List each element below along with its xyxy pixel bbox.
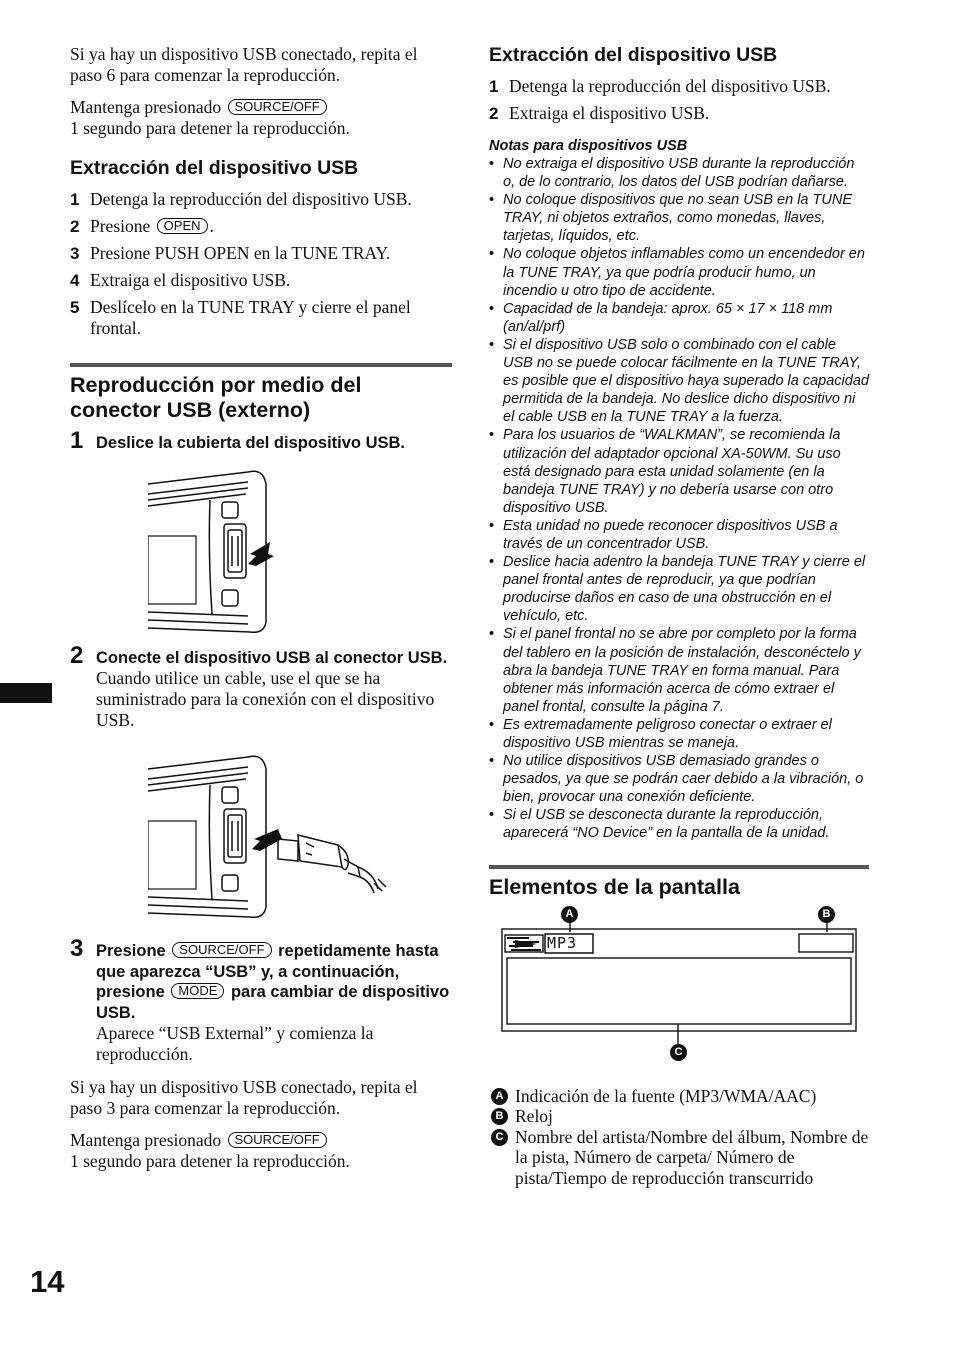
legend-badge: B [491,1108,508,1125]
big-step [70,641,452,732]
step-description: Aparece “USB External” y comienza la reproducción. [96,1023,374,1064]
text: 1 segundo para detener la reproducción. [70,118,350,138]
legend-text: Reloj [515,1106,553,1127]
note-item: • Para los usuarios de “WALKMAN”, se recomienda la utilización del adaptador opcional XA-50WM. Su uso está designado para esta unidad solamente (en la bandeja TUNE TRAY) y no debería usarse con otro dispositivo USB. [489,426,869,516]
source-off-key: SOURCE/OFF [228,1132,327,1148]
note-item: • Capacidad de la bandeja: aprox. 65 × 17 × 118 mm (an/al/prf) [489,300,869,336]
paragraph: Si ya hay un dispositivo USB conectado, repita el paso 6 para comenzar la reproducción. [70,44,418,85]
step [70,189,452,210]
step-text: Presione PUSH OPEN en la TUNE TRAY. [90,243,391,263]
section-heading: Reproducción por medio del conector USB (externo) [70,373,362,422]
section-heading: Extracción del dispositivo USB [70,157,359,179]
stop-instruction [70,1130,452,1172]
notes-list [489,155,869,843]
stop-instruction [70,97,452,139]
note-item: • No extraiga el dispositivo USB durante la reproducción o, de lo contrario, los datos del USB podrían dañarse. [489,155,869,191]
text: Presione [96,942,166,960]
step-number: 5 [70,298,80,317]
legend-text: Indicación de la fuente (MP3/WMA/AAC) [515,1085,817,1106]
step-text: Extraiga el dispositivo USB. [90,270,291,290]
note-item: • No coloque objetos inflamables como un encendedor en la TUNE TRAY, ya que podría producir humo, un incendio u otro tipo de accidente. [489,245,869,299]
right-column [489,44,869,1188]
legend-text: Nombre del artista/Nombre del álbum, Nombre de la pista, Número de carpeta/ Número de pista/Tiempo de reproducción transcurrido [515,1126,869,1188]
display-diagram [489,907,869,1080]
step-text: Presione [90,216,151,236]
source-off-key: SOURCE/OFF [228,99,327,115]
note-item: • No utilice dispositivos USB demasiado grandes o pesados, ya que se podrán caer debido a la vibración, o bien, provocar una conexión deficiente. [489,752,869,806]
step-number: 2 [489,104,499,123]
note-item: • Si el USB se desconecta durante la reproducción, aparecerá “NO Device” en la pantalla de la unidad. [489,806,869,842]
big-step [70,427,452,454]
callout-b: B [818,906,835,923]
step-number: 2 [70,217,80,236]
text: 1 segundo para detener la reproducción. [70,1151,350,1171]
note-item: • Si el panel frontal no se abre por completo por la forma del tablero en la posición de instalación, desconéctelo y abra la bandeja TUNE TRAY en forma manual. Para obtener más información acerca de cómo extraer el panel frontal, consulte la página 7. [489,625,869,715]
text: Mantenga presionado [70,97,222,117]
callout-a: A [561,906,578,923]
step-text: Deslícelo en la TUNE TRAY y cierre el panel frontal. [90,297,411,338]
note-item: • Deslice hacia adentro la bandeja TUNE TRAY y cierre el panel frontal antes de reproducir, ya que podrían producirse daños en caso de una obstrucción en el vehículo, etc. [489,553,869,625]
notes-heading: Notas para dispositivos USB [489,138,688,154]
legend-item [489,1127,869,1189]
source-indicator-text: MP3 [547,933,578,952]
step-title: Deslice la cubierta del dispositivo USB. [96,434,406,452]
note-item: • Si el dispositivo USB solo o combinado con el cable USB no se puede colocar fácilmente en la TUNE TRAY, es posible que el dispositivo haya superado la capacidad permitida de la bandeja. No deslice dicho dispositivo ni el cable USB en la TUNE TRAY a la fuerza. [489,336,869,426]
mode-key: MODE [171,983,224,999]
step-number: 1 [489,77,499,96]
left-column [70,44,452,1183]
legend-badge: A [491,1088,508,1105]
step [70,243,452,264]
step [70,297,452,339]
step [489,103,869,124]
display-legend [489,1086,869,1189]
big-step [70,935,452,1065]
step-text: Detenga la reproducción del dispositivo USB. [90,189,412,209]
callout-c: C [670,1044,687,1061]
step-number: 2 [70,641,84,669]
section-heading: Elementos de la pantalla [489,874,740,899]
text: repetidamente hasta que aparezca “USB” y, a continuación, presione [96,942,439,1001]
source-off-key: SOURCE/OFF [172,942,271,958]
paragraph: Si ya hay un dispositivo USB conectado, repita el paso 3 para comenzar la reproducción. [70,1077,418,1118]
step-number: 4 [70,271,80,290]
step-text: . [209,216,214,236]
step-description: Cuando utilice un cable, use el que se ha suministrado para la conexión con el dispositivo USB. [96,668,435,730]
step-title [96,941,452,1023]
section-rule [70,363,452,367]
note-item: • Es extremadamente peligroso conectar o extraer el dispositivo USB mientras se maneja. [489,716,869,752]
step [489,76,869,97]
step-text: Detenga la reproducción del dispositivo USB. [509,76,831,96]
legend-item [489,1086,869,1107]
section-tab-marker [0,683,52,703]
page-number: 14 [30,1264,65,1299]
text: Mantenga presionado [70,1130,222,1150]
step-title: Conecte el dispositivo USB al conector USB. [96,648,448,667]
usb-cover-slide-illustration [148,464,348,636]
step [70,216,452,237]
step-number: 1 [70,190,80,209]
section-heading: Extracción del dispositivo USB [489,44,778,66]
legend-badge: C [491,1129,508,1146]
note-item: • Esta unidad no puede reconocer dispositivos USB a través de un concentrador USB. [489,517,869,553]
step-number: 3 [70,935,84,962]
step-text: Extraiga el dispositivo USB. [509,103,710,123]
step [70,270,452,291]
usb-connect-illustration [148,749,458,923]
section-rule [489,865,869,869]
step-number: 1 [70,427,84,454]
text: para cambiar de dispositivo USB. [96,983,450,1022]
legend-item [489,1106,869,1127]
step-number: 3 [70,244,80,263]
note-item: • No coloque dispositivos que no sean USB en la TUNE TRAY, ni objetos extraños, como monedas, llaves, tarjetas, líquidos, etc. [489,191,869,245]
open-key: OPEN [157,218,208,234]
